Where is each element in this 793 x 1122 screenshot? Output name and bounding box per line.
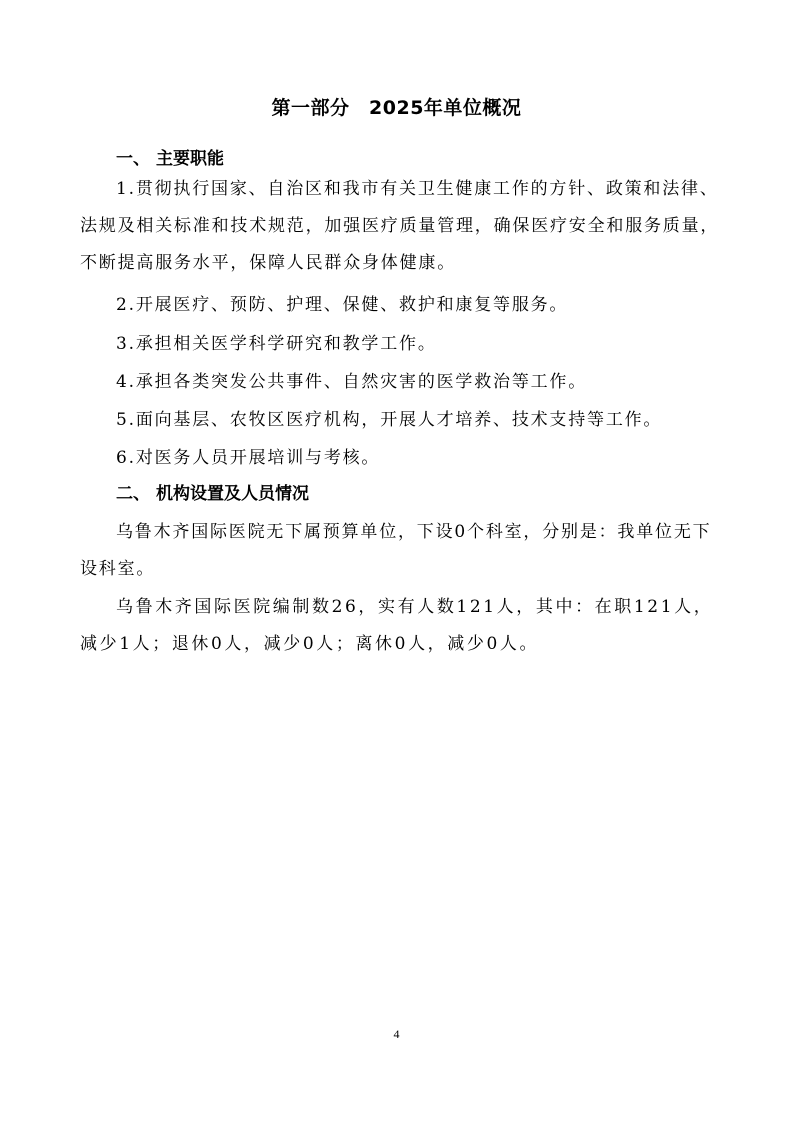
paragraph: 3.承担相关医学科学研究和教学工作。 bbox=[116, 334, 437, 354]
section-heading-functions bbox=[116, 146, 224, 172]
page-number: 4 bbox=[393, 1027, 400, 1041]
paragraph: 乌鲁木齐国际医院编制数26，实有人数121人，其中：在职121人，减少1人；退休0人，减少0人；离休0人，减少0人。 bbox=[80, 597, 714, 654]
paragraph: 6.对医务人员开展培训与考核。 bbox=[116, 448, 381, 468]
page-title: 第一部分 2025年单位概况 bbox=[271, 97, 522, 119]
section-number: 二、 bbox=[116, 484, 150, 504]
section-heading-text: 机构设置及人员情况 bbox=[156, 484, 309, 504]
section-number: 一、 bbox=[116, 149, 150, 169]
paragraph: 乌鲁木齐国际医院无下属预算单位，下设0个科室，分别是：我单位无下设科室。 bbox=[80, 522, 712, 579]
section-heading-organization bbox=[116, 481, 309, 507]
paragraph: 1.贯彻执行国家、自治区和我市有关卫生健康工作的方针、政策和法律、法规及相关标准和技术规范，加强医疗质量管理，确保医疗安全和服务质量，不断提高服务水平，保障人民群众身体健康。 bbox=[80, 179, 720, 273]
paragraph: 4.承担各类突发公共事件、自然灾害的医学救治等工作。 bbox=[116, 372, 588, 392]
section-heading-text: 主要职能 bbox=[156, 149, 224, 169]
paragraph: 2.开展医疗、预防、护理、保健、救护和康复等服务。 bbox=[116, 295, 569, 315]
paragraph: 5.面向基层、农牧区医疗机构，开展人才培养、技术支持等工作。 bbox=[116, 410, 663, 430]
